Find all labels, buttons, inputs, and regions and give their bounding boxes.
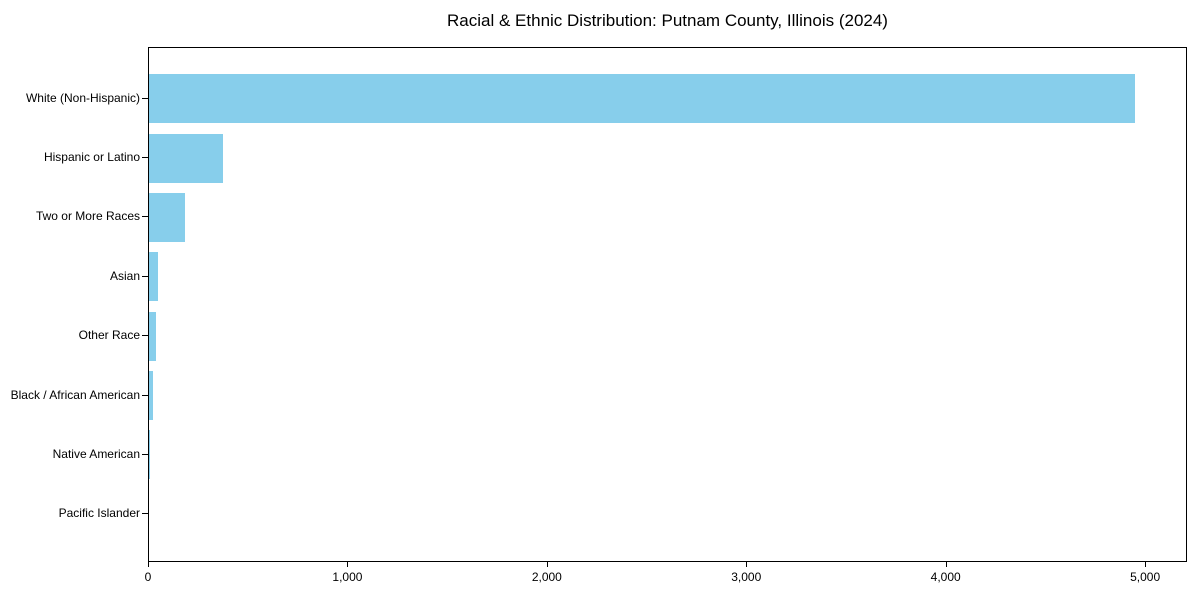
y-tick-mark — [142, 513, 148, 514]
x-tick-label: 2,000 — [531, 570, 562, 584]
x-tick-mark — [347, 562, 348, 567]
bar — [149, 371, 153, 420]
y-tick-label: Two or More Races — [35, 209, 140, 224]
y-tick-mark — [142, 395, 148, 396]
x-tick-label: 5,000 — [1130, 570, 1161, 584]
plot-area — [148, 47, 1187, 562]
bar — [149, 74, 1135, 123]
x-tick-mark — [746, 562, 747, 567]
y-tick-label: Pacific Islander — [58, 506, 140, 521]
x-tick-label: 1,000 — [332, 570, 363, 584]
bar — [149, 134, 223, 183]
y-tick-label: Hispanic or Latino — [43, 150, 140, 165]
x-tick-label: 0 — [144, 570, 152, 584]
y-tick-label: Asian — [109, 268, 140, 283]
bar — [149, 193, 185, 242]
x-tick-mark — [148, 562, 149, 567]
y-tick-mark — [142, 454, 148, 455]
chart-title: Racial & Ethnic Distribution: Putnam County, Illinois (2024) — [447, 11, 888, 30]
y-tick-label: Other Race — [78, 328, 140, 343]
y-tick-mark — [142, 157, 148, 158]
y-axis — [0, 47, 140, 562]
y-tick-mark — [142, 276, 148, 277]
y-tick-label: Black / African American — [10, 387, 140, 402]
x-tick-mark — [1145, 562, 1146, 567]
y-tick-label: White (Non-Hispanic) — [25, 90, 140, 105]
y-tick-mark — [142, 216, 148, 217]
x-tick-label: 4,000 — [930, 570, 961, 584]
y-tick-label: Native American — [52, 446, 140, 461]
y-tick-mark — [142, 335, 148, 336]
bar — [149, 312, 156, 361]
x-tick-label: 3,000 — [731, 570, 762, 584]
x-tick-mark — [547, 562, 548, 567]
x-tick-mark — [946, 562, 947, 567]
y-tick-mark — [142, 98, 148, 99]
bar — [149, 252, 158, 301]
